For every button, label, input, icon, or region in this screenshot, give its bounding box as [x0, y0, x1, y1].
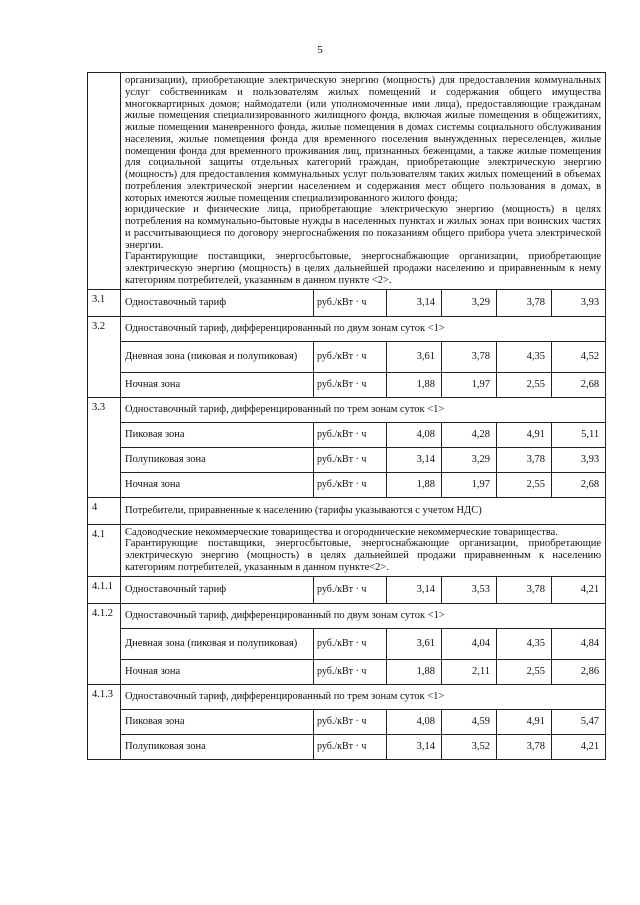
table-row: [88, 372, 606, 397]
value-cell: 5,47: [552, 709, 606, 734]
value-cell: 4,21: [552, 576, 606, 603]
intro-num-cell: [88, 73, 121, 290]
table-row: [88, 472, 606, 497]
section-heading-row: [88, 497, 606, 524]
zone-label: Дневная зона (пиковая и полупиковая): [121, 341, 314, 372]
table-row: [88, 709, 606, 734]
table-row: [88, 628, 606, 659]
zone-label: Ночная зона: [121, 472, 314, 497]
unit-cell: руб./кВт · ч: [314, 628, 387, 659]
unit-cell: руб./кВт · ч: [314, 372, 387, 397]
value-cell: 3,14: [387, 734, 442, 759]
value-cell: 3,78: [442, 341, 497, 372]
value-cell: 3,78: [497, 447, 552, 472]
unit-cell: руб./кВт · ч: [314, 422, 387, 447]
page-number: 5: [317, 44, 323, 56]
unit-cell: руб./кВт · ч: [314, 341, 387, 372]
intro-paragraph: юридические и физические лица, приобретающие электрическую энергию (мощность) в целях потребления на коммунально-бытовые нужды в населенных пунктах и жилых зонах при воинских частях и рассчитывающиеся по договору энергоснабжения по показаниям общего прибора учета электрической энергии.: [125, 204, 602, 251]
value-cell: 4,08: [387, 709, 442, 734]
unit-cell: руб./кВт · ч: [314, 659, 387, 684]
value-cell: 4,91: [497, 709, 552, 734]
table-row: [88, 341, 606, 372]
value-cell: 2,68: [552, 372, 606, 397]
value-cell: 3,14: [387, 576, 442, 603]
value-cell: 2,55: [497, 472, 552, 497]
value-cell: 2,55: [497, 372, 552, 397]
section-number: 4.1: [88, 524, 121, 576]
value-cell: 4,84: [552, 628, 606, 659]
value-cell: 1,88: [387, 372, 442, 397]
intro-row: [88, 73, 606, 290]
tariff-label: Одноставочный тариф: [121, 576, 314, 603]
section-number: 3.2: [88, 316, 121, 397]
section-number: 4.1.3: [88, 684, 121, 759]
value-cell: 4,04: [442, 628, 497, 659]
value-cell: 4,28: [442, 422, 497, 447]
value-cell: 1,88: [387, 659, 442, 684]
value-cell: 3,93: [552, 447, 606, 472]
section-heading: Одноставочный тариф, дифференцированный по двум зонам суток <1>: [121, 603, 606, 628]
unit-cell: руб./кВт · ч: [314, 289, 387, 316]
section-paragraph: Садоводческие некоммерческие товарищества и огороднические некоммерческие товарищества.: [125, 526, 558, 538]
section-text-row: [88, 524, 606, 576]
section-heading: Одноставочный тариф, дифференцированный по двум зонам суток <1>: [121, 316, 606, 341]
value-cell: 3,78: [497, 576, 552, 603]
section-number: 3.3: [88, 397, 121, 497]
unit-cell: руб./кВт · ч: [314, 447, 387, 472]
value-cell: 1,88: [387, 472, 442, 497]
section-heading: Потребители, приравненные к населению (тарифы указываются с учетом НДС): [121, 497, 606, 524]
table-row: [88, 734, 606, 759]
value-cell: 1,97: [442, 372, 497, 397]
zone-label: Пиковая зона: [121, 709, 314, 734]
tariff-label: Одноставочный тариф: [121, 289, 314, 316]
value-cell: 3,78: [497, 734, 552, 759]
value-cell: 4,91: [497, 422, 552, 447]
zone-label: Пиковая зона: [121, 422, 314, 447]
intro-paragraph: организации), приобретающие электрическую энергию (мощность) для предоставления коммунальных услуг собственникам и пользователям жилых помещений и содержания общего имущества многоквартирных домов; наймодатели (или уполномоченные ими лица), предоставляющие гражданам жилые помещения специализированного жилищного фонда, включая жилые помещения в общежитиях, жилые помещения маневренного фонда, жилые помещения в домах системы социального обслуживания населения, жилые помещения фонда для временного поселения вынужденных переселенцев, жилые помещения фонда для временного проживания лиц, признанных беженцами, а также жилые помещения для социальной защиты отдельных категорий граждан, приобретающие электрическую энергию (мощность) для предоставления коммунальных услуг пользователям таких жилых помещений в объемах потребления электрической энергии населением и содержания мест общего пользования в домах, в которых имеются жилые помещения специализированного жилого фонда;: [125, 75, 602, 204]
value-cell: 3,53: [442, 576, 497, 603]
section-heading: Одноставочный тариф, дифференцированный по трем зонам суток <1>: [121, 397, 606, 422]
section-paragraph: Гарантирующие поставщики, энергосбытовые, энергоснабжающие организации, приобретающие электрическую энергию (мощность) в целях дальнейшей продажи приравненным к населению категориям потребителей, указанным в данном пункте<2>.: [125, 538, 602, 573]
section-heading-row: [88, 316, 606, 341]
section-number: 3.1: [88, 289, 121, 316]
table-row: [88, 447, 606, 472]
section-text: [121, 524, 606, 576]
value-cell: 3,93: [552, 289, 606, 316]
value-cell: 2,86: [552, 659, 606, 684]
table-row: [88, 422, 606, 447]
section-heading: Одноставочный тариф, дифференцированный по трем зонам суток <1>: [121, 684, 606, 709]
intro-paragraph: Гарантирующие поставщики, энергосбытовые, энергоснабжающие организации, приобретающие электрическую энергию (мощность) в целях дальнейшей продажи населению и приравненным к нему категориям потребителей, указанным в данном пункте <2>.: [125, 251, 602, 286]
section-number: 4.1.1: [88, 576, 121, 603]
section-number: 4: [88, 497, 121, 524]
table-row: [88, 289, 606, 316]
table-row: [88, 659, 606, 684]
value-cell: 4,35: [497, 341, 552, 372]
value-cell: 3,52: [442, 734, 497, 759]
unit-cell: руб./кВт · ч: [314, 709, 387, 734]
unit-cell: руб./кВт · ч: [314, 472, 387, 497]
value-cell: 3,61: [387, 628, 442, 659]
section-heading-row: [88, 684, 606, 709]
value-cell: 2,11: [442, 659, 497, 684]
value-cell: 2,68: [552, 472, 606, 497]
value-cell: 3,14: [387, 447, 442, 472]
value-cell: 4,21: [552, 734, 606, 759]
value-cell: 3,14: [387, 289, 442, 316]
zone-label: Ночная зона: [121, 659, 314, 684]
section-heading-row: [88, 397, 606, 422]
value-cell: 3,78: [497, 289, 552, 316]
value-cell: 5,11: [552, 422, 606, 447]
section-number: 4.1.2: [88, 603, 121, 684]
value-cell: 4,08: [387, 422, 442, 447]
value-cell: 3,29: [442, 447, 497, 472]
zone-label: Полупиковая зона: [121, 447, 314, 472]
value-cell: 3,61: [387, 341, 442, 372]
zone-label: Полупиковая зона: [121, 734, 314, 759]
section-heading-row: [88, 603, 606, 628]
zone-label: Дневная зона (пиковая и полупиковая): [121, 628, 314, 659]
value-cell: 4,59: [442, 709, 497, 734]
tariff-table: [87, 72, 606, 760]
intro-text-cell: [121, 73, 606, 290]
unit-cell: руб./кВт · ч: [314, 576, 387, 603]
value-cell: 4,52: [552, 341, 606, 372]
value-cell: 3,29: [442, 289, 497, 316]
zone-label: Ночная зона: [121, 372, 314, 397]
table-row: [88, 576, 606, 603]
value-cell: 1,97: [442, 472, 497, 497]
value-cell: 2,55: [497, 659, 552, 684]
unit-cell: руб./кВт · ч: [314, 734, 387, 759]
value-cell: 4,35: [497, 628, 552, 659]
